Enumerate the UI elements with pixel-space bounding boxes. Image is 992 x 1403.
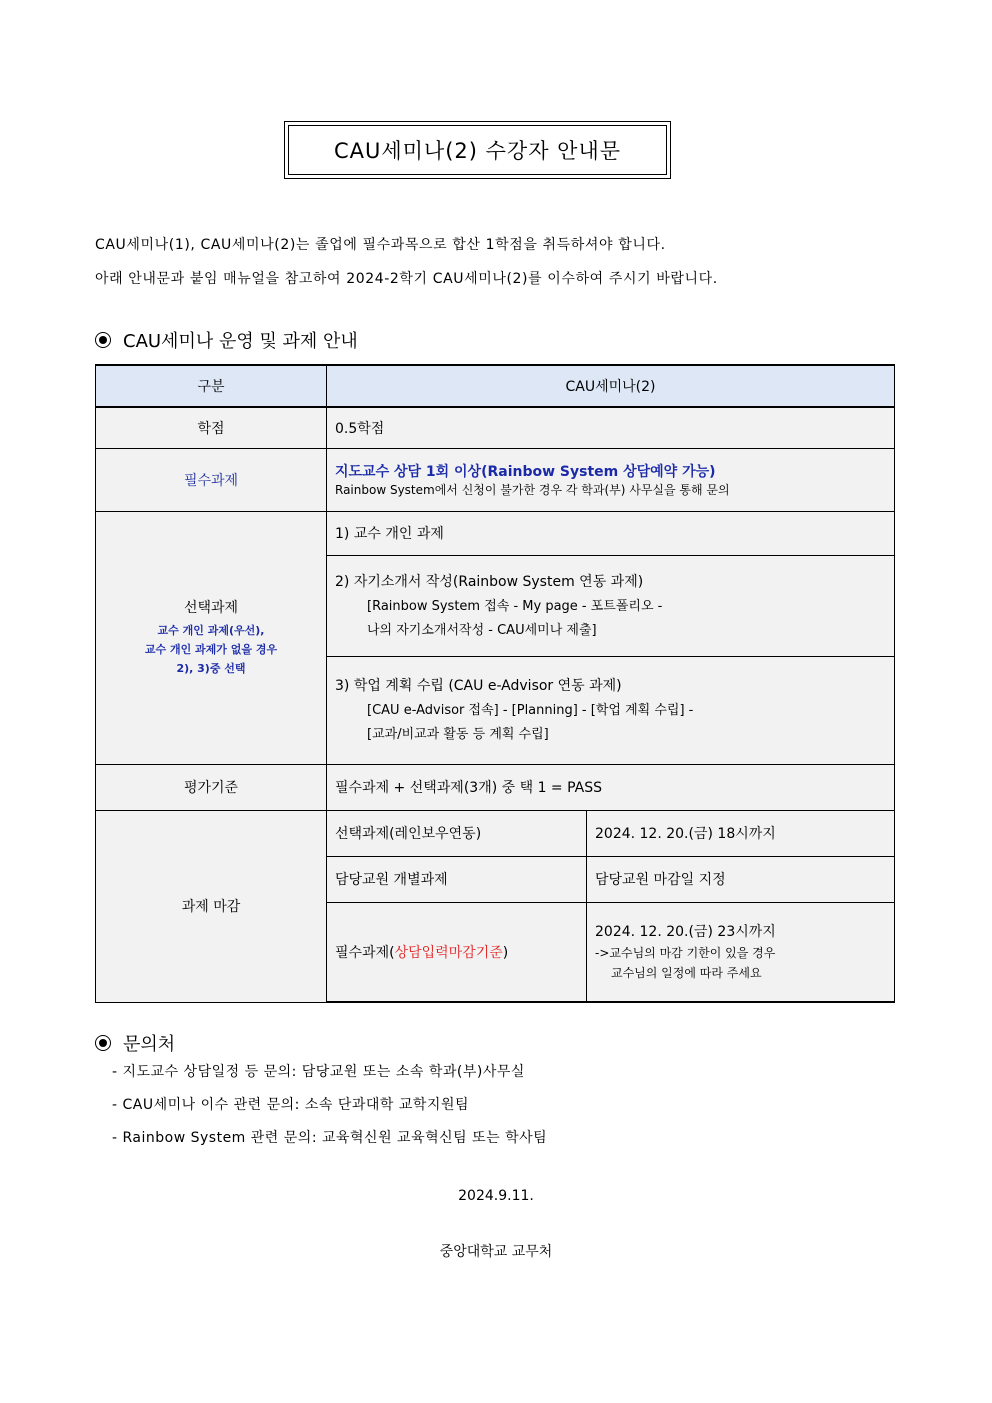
contact-item-3: - Rainbow System 관련 문의: 교육혁신원 교육혁신팀 또는 학사팀	[112, 1130, 548, 1146]
required-label: 필수과제	[96, 448, 327, 511]
row-deadline-1	[96, 810, 895, 856]
intro-line-1: CAU세미나(1), CAU세미나(2)는 졸업에 필수과목으로 합산 1학점을 취득하셔야 합니다.	[95, 237, 666, 253]
section-heading-text: 문의처	[123, 1034, 176, 1055]
issue-date: 2024.9.11.	[458, 1188, 534, 1204]
elective-label-cell	[96, 511, 327, 764]
deadline-name-2: 담당교원 개별과제	[327, 856, 587, 902]
deadline-value-3-line-2: ->교수님의 마감 기한이 있을 경우	[595, 945, 776, 960]
deadline-value-2: 담당교원 마감일 지정	[587, 856, 895, 902]
elective-item-2-line-2: 나의 자기소개서작성 - CAU세미나 제출]	[367, 622, 597, 638]
elective-item-3-line-1: [CAU e-Advisor 접속] - [Planning] - [학업 계획 수립] -	[367, 703, 694, 718]
row-credit	[96, 407, 895, 448]
deadline-name-3	[327, 902, 587, 1002]
elective-item-3-title: 3) 학업 계획 수립 (CAU e-Advisor 연동 과제)	[335, 678, 622, 694]
section-heading-contact	[95, 1030, 175, 1056]
guide-table	[95, 364, 895, 1003]
elective-item-3-cell	[327, 656, 895, 764]
section-heading-guide	[95, 327, 358, 353]
deadline-name-1: 선택과제(레인보우연동)	[327, 810, 587, 856]
deadline-label: 과제 마감	[96, 810, 327, 1002]
deadline-value-3-cell	[587, 902, 895, 1002]
evaluation-value: 필수과제 + 선택과제(3개) 중 택 1 = PASS	[327, 764, 895, 810]
evaluation-label: 평가기준	[96, 764, 327, 810]
deadline-value-1: 2024. 12. 20.(금) 18시까지	[587, 810, 895, 856]
deadline-name-3-post: )	[502, 944, 509, 961]
section-heading-text: CAU세미나 운영 및 과제 안내	[123, 331, 358, 352]
elective-note-1: 교수 개인 과제(우선),	[157, 624, 265, 637]
header-category: 구분	[96, 365, 327, 407]
elective-item-2-title: 2) 자기소개서 작성(Rainbow System 연동 과제)	[335, 573, 644, 590]
issuer: 중앙대학교 교무처	[439, 1244, 553, 1260]
title-box	[284, 121, 671, 179]
contact-item-1: - 지도교수 상담일정 등 문의: 담당교원 또는 소속 학과(부)사무실	[112, 1064, 525, 1080]
header-course: CAU세미나(2)	[327, 365, 895, 407]
page-title: CAU세미나(2) 수강자 안내문	[288, 125, 667, 175]
elective-item-2-line-1: [Rainbow System 접속 - My page - 포트폴리오 -	[367, 598, 663, 614]
required-note: Rainbow System에서 신청이 불가한 경우 각 학과(부) 사무실을 통해 문의	[335, 483, 730, 497]
deadline-value-3-line-3: 교수님의 일정에 따라 주세요	[611, 965, 762, 980]
elective-item-3-line-2: [교과/비교과 활동 등 계획 수립]	[367, 727, 549, 742]
row-required	[96, 448, 895, 511]
table-header-row	[96, 365, 895, 407]
deadline-name-3-red: 상담입력마감기준	[394, 944, 503, 961]
row-evaluation	[96, 764, 895, 810]
deadline-value-3-line-1: 2024. 12. 20.(금) 23시까지	[595, 923, 776, 940]
radio-bullet-icon	[95, 1035, 111, 1051]
deadline-name-3-pre: 필수과제(	[335, 944, 395, 961]
intro-line-2: 아래 안내문과 붙임 매뉴얼을 참고하여 2024-2학기 CAU세미나(2)를 이수하여 주시기 바랍니다.	[95, 271, 718, 287]
required-cell	[327, 448, 895, 511]
required-main: 지도교수 상담 1회 이상(Rainbow System 상담예약 가능)	[335, 464, 716, 480]
elective-note-3: 2), 3)중 선택	[176, 662, 246, 675]
credit-label: 학점	[96, 407, 327, 448]
elective-item-1: 1) 교수 개인 과제	[327, 511, 895, 555]
row-elective-1	[96, 511, 895, 555]
contact-item-2: - CAU세미나 이수 관련 문의: 소속 단과대학 교학지원팀	[112, 1097, 469, 1113]
elective-note-2: 교수 개인 과제가 없을 경우	[144, 643, 278, 656]
credit-value: 0.5학점	[327, 407, 895, 448]
elective-item-2-cell	[327, 555, 895, 656]
radio-bullet-icon	[95, 332, 111, 348]
elective-label: 선택과제	[183, 600, 239, 616]
